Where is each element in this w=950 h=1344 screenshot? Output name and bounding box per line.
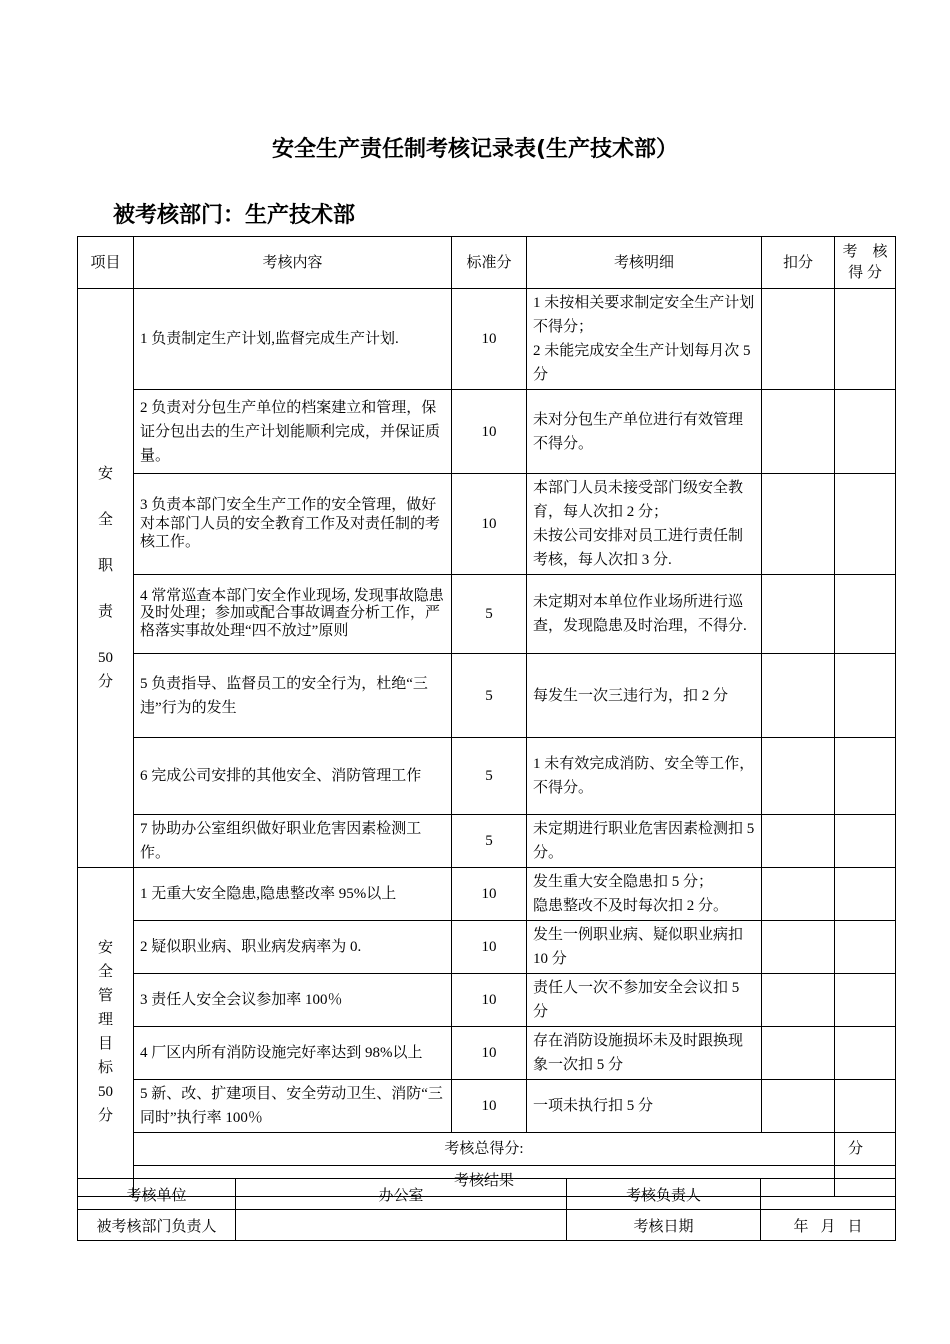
score-cell xyxy=(835,289,896,390)
header-deduct: 扣分 xyxy=(762,237,835,289)
content-cell: 2 疑似职业病、职业病发病率为 0. xyxy=(134,921,452,974)
detail-cell: 责任人一次不参加安全会议扣 5 分 xyxy=(527,974,762,1027)
header-project: 项目 xyxy=(78,237,134,289)
header-row xyxy=(78,237,896,289)
header-detail: 考核明细 xyxy=(527,237,762,289)
deduct-cell xyxy=(762,1027,835,1080)
table-row xyxy=(78,474,896,575)
detail-cell: 一项未执行扣 5 分 xyxy=(527,1080,762,1133)
total-row xyxy=(78,1133,896,1166)
table-row xyxy=(78,868,896,921)
detail-cell: 发生一例职业病、疑似职业病扣 10 分 xyxy=(527,921,762,974)
content-cell: 4 常常巡查本部门安全作业现场, 发现事故隐患及时处理；参加或配合事故调查分析工作，严格落实事故处理“四不放过”原则 xyxy=(134,575,452,654)
standard-score: 5 xyxy=(452,654,527,738)
assessment-date-label: 考核日期 xyxy=(567,1210,761,1241)
deduct-cell xyxy=(762,474,835,575)
standard-score: 10 xyxy=(452,921,527,974)
detail-cell: 每发生一次三违行为，扣 2 分 xyxy=(527,654,762,738)
total-score-label: 考核总得分: xyxy=(134,1133,835,1166)
detail-cell: 未定期对本单位作业场所进行巡查，发现隐患及时治理，不得分. xyxy=(527,575,762,654)
content-cell: 7 协助办公室组织做好职业危害因素检测工作。 xyxy=(134,815,452,868)
detail-cell: 1 未有效完成消防、安全等工作，不得分。 xyxy=(527,738,762,815)
score-cell xyxy=(835,390,896,474)
standard-score: 5 xyxy=(452,815,527,868)
standard-score: 10 xyxy=(452,974,527,1027)
table-row xyxy=(78,921,896,974)
result-label: 考核结果 xyxy=(134,1166,835,1197)
table-row xyxy=(78,390,896,474)
assessment-table xyxy=(77,236,896,1197)
footer-row-unit xyxy=(78,1179,896,1210)
total-score-unit: 分 xyxy=(835,1133,896,1166)
department-heading: 被考核部门：生产技术部 xyxy=(113,203,356,228)
detail-cell: 存在消防设施损坏未及时跟换现象一次扣 5 分 xyxy=(527,1027,762,1080)
detail-cell: 本部门人员未接受部门级安全教育，每人次扣 2 分； 未按公司安排对员工进行责任制考核，每人次扣 3 分. xyxy=(527,474,762,575)
score-cell xyxy=(835,654,896,738)
header-score-line1: 考 核 xyxy=(842,243,888,260)
content-cell: 5 负责指导、监督员工的安全行为，杜绝“三违”行为的发生 xyxy=(134,654,452,738)
section1-label: 安 全 职 责 50 分 xyxy=(78,289,134,868)
content-cell: 5 新、改、扩建项目、安全劳动卫生、消防“三同时”执行率 100％ xyxy=(134,1080,452,1133)
deduct-cell xyxy=(762,921,835,974)
score-cell xyxy=(835,1080,896,1133)
deduct-cell xyxy=(762,868,835,921)
detail-cell: 未对分包生产单位进行有效管理不得分。 xyxy=(527,390,762,474)
content-cell: 3 责任人安全会议参加率 100％ xyxy=(134,974,452,1027)
detail-cell: 1 未按相关要求制定安全生产计划不得分； 2 未能完成安全生产计划每月次 5 分 xyxy=(527,289,762,390)
content-cell: 6 完成公司安排的其他安全、消防管理工作 xyxy=(134,738,452,815)
assessing-unit-label: 考核单位 xyxy=(78,1179,236,1210)
deduct-cell xyxy=(762,1080,835,1133)
standard-score: 5 xyxy=(452,575,527,654)
score-cell xyxy=(835,1027,896,1080)
standard-score: 10 xyxy=(452,390,527,474)
score-cell xyxy=(835,738,896,815)
score-cell xyxy=(835,815,896,868)
detail-cell: 发生重大安全隐患扣 5 分； 隐患整改不及时每次扣 2 分。 xyxy=(527,868,762,921)
assessing-unit-value: 办公室 xyxy=(236,1179,567,1210)
standard-score: 10 xyxy=(452,1080,527,1133)
table-row xyxy=(78,815,896,868)
score-cell xyxy=(835,921,896,974)
content-cell: 4 厂区内所有消防设施完好率达到 98%以上 xyxy=(134,1027,452,1080)
table-row xyxy=(78,654,896,738)
score-cell xyxy=(835,868,896,921)
detail-cell: 未定期进行职业危害因素检测扣 5 分。 xyxy=(527,815,762,868)
standard-score: 5 xyxy=(452,738,527,815)
header-content: 考核内容 xyxy=(134,237,452,289)
deduct-cell xyxy=(762,738,835,815)
standard-score: 10 xyxy=(452,1027,527,1080)
deduct-cell xyxy=(762,575,835,654)
score-cell xyxy=(835,974,896,1027)
table-row xyxy=(78,289,896,390)
dept-leader-value xyxy=(236,1210,567,1241)
assessment-leader-label: 考核负责人 xyxy=(567,1179,761,1210)
header-standard: 标准分 xyxy=(452,237,527,289)
deduct-cell xyxy=(762,974,835,1027)
content-cell: 3 负责本部门安全生产工作的安全管理，做好对本部门人员的安全教育工作及对责任制的考核工作。 xyxy=(134,474,452,575)
score-cell xyxy=(835,474,896,575)
table-row xyxy=(78,738,896,815)
content-cell: 1 无重大安全隐患,隐患整改率 95%以上 xyxy=(134,868,452,921)
table-row xyxy=(78,575,896,654)
document-title: 安全生产责任制考核记录表(生产技术部） xyxy=(271,137,679,162)
table-row xyxy=(78,1080,896,1133)
deduct-cell xyxy=(762,390,835,474)
header-score-line2: 得 分 xyxy=(848,264,882,281)
assessment-date-value: 年 月 日 xyxy=(761,1210,896,1241)
footer-table xyxy=(77,1178,896,1241)
table-row xyxy=(78,1027,896,1080)
standard-score: 10 xyxy=(452,289,527,390)
standard-score: 10 xyxy=(452,474,527,575)
score-cell xyxy=(835,575,896,654)
content-cell: 1 负责制定生产计划,监督完成生产计划. xyxy=(134,289,452,390)
deduct-cell xyxy=(762,654,835,738)
footer-row-date xyxy=(78,1210,896,1241)
assessment-leader-value xyxy=(761,1179,896,1210)
table-row xyxy=(78,974,896,1027)
header-score xyxy=(835,237,896,289)
content-cell: 2 负责对分包生产单位的档案建立和管理，保证分包出去的生产计划能顺利完成，并保证质量。 xyxy=(134,390,452,474)
deduct-cell xyxy=(762,815,835,868)
deduct-cell xyxy=(762,289,835,390)
section2-label: 安 全 管 理 目 标 50 分 xyxy=(78,868,134,1197)
dept-leader-label: 被考核部门负责人 xyxy=(78,1210,236,1241)
standard-score: 10 xyxy=(452,868,527,921)
